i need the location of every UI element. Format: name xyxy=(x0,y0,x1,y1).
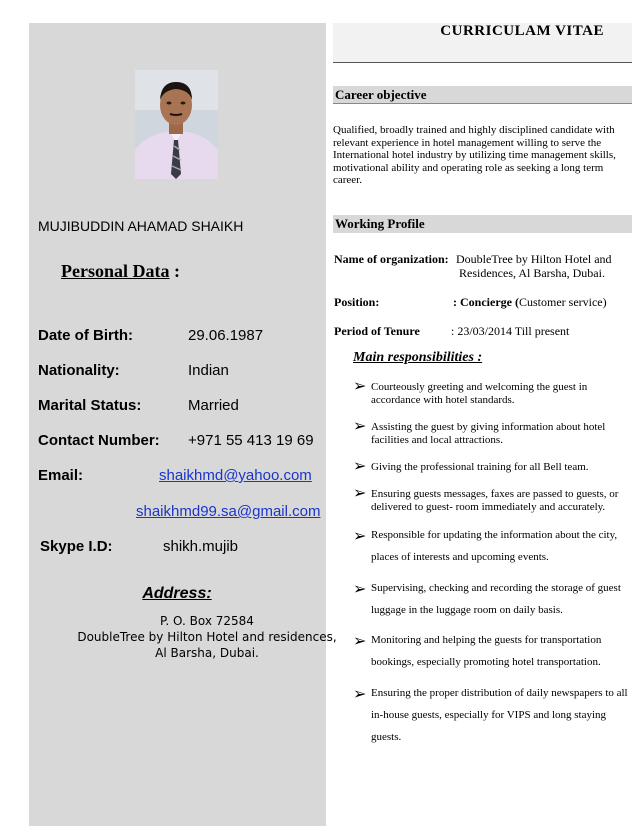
contact-number-label: Contact Number: xyxy=(38,432,160,449)
marital-status-value: Married xyxy=(188,397,239,414)
email-link-gmail[interactable]: shaikhmd99.sa@gmail.com xyxy=(136,503,321,520)
address-heading: Address: xyxy=(142,585,212,602)
email-link-yahoo[interactable]: shaikhmd@yahoo.com xyxy=(159,467,312,484)
responsibility-item: Ensuring guests messages, faxes are passed to guests, or delivered to guest- room immediately and accurately. xyxy=(371,488,619,513)
organization-value: DoubleTree by Hilton Hotel and xyxy=(456,252,612,266)
personal-data-heading xyxy=(61,261,180,282)
position-value xyxy=(453,295,607,310)
responsibility-item: Supervising, checking and recording the storage of guest luggage in the luggage room on daily basis. xyxy=(371,582,621,616)
career-objective-text: Qualified, broadly trained and highly disciplined candidate with relevant experience in hotel management willing to serve the International hotel industry by utilizing time management skills, motivational ability and operating role as seeking a long term career. xyxy=(333,124,616,186)
bullet-arrow-icon: ➢ xyxy=(353,458,367,475)
responsibility-item: Monitoring and helping the guests for transportation bookings, especially promoting hotel transportation. xyxy=(371,634,602,668)
responsibility-item: Courteously greeting and welcoming the guest in accordance with hotel standards. xyxy=(371,381,588,406)
tenure-label: Period of Tenure xyxy=(334,324,420,338)
tenure-value: : 23/03/2014 Till present xyxy=(451,324,570,338)
address-line: DoubleTree by Hilton Hotel and residences, xyxy=(77,630,337,644)
bullet-arrow-icon: ➢ xyxy=(353,378,367,395)
bullet-arrow-icon: ➢ xyxy=(353,418,367,435)
position-label: Position: xyxy=(334,295,380,309)
skype-label: Skype I.D: xyxy=(40,538,113,555)
candidate-name: MUJIBUDDIN AHAMAD SHAIKH xyxy=(38,218,244,234)
dob-label: Date of Birth: xyxy=(38,327,133,344)
responsibility-item: Assisting the guest by giving information about hotel facilities and local attractions. xyxy=(371,421,606,446)
responsibility-item: Responsible for updating the information about the city, places of interests and upcoming events. xyxy=(371,529,618,563)
bullet-arrow-icon: ➢ xyxy=(353,686,367,703)
responsibility-item: Giving the professional training for all Bell team. xyxy=(371,461,589,473)
position-value-bold: : Concierge ( xyxy=(453,295,519,309)
bullet-arrow-icon: ➢ xyxy=(353,485,367,502)
email-label: Email: xyxy=(38,467,84,484)
cv-title: CURRICULAM VITAE xyxy=(440,23,604,39)
profile-photo xyxy=(135,70,218,179)
skype-value: shikh.mujib xyxy=(163,538,239,555)
responsibility-item: Ensuring the proper distribution of daily newspapers to all in-house guests, especially for VIPS and long staying guests. xyxy=(371,687,628,743)
bullet-arrow-icon: ➢ xyxy=(353,528,367,545)
dob-value: 29.06.1987 xyxy=(188,327,264,344)
personal-data-colon: : xyxy=(173,261,180,281)
bullet-arrow-icon: ➢ xyxy=(353,633,367,650)
responsibilities-heading: Main responsibilities : xyxy=(353,350,483,365)
organization-value-cont: Residences, Al Barsha, Dubai. xyxy=(459,266,605,280)
contact-number-value: +971 55 413 19 69 xyxy=(188,432,314,449)
address-line: Al Barsha, Dubai. xyxy=(155,646,259,660)
working-profile-heading: Working Profile xyxy=(333,215,632,233)
nationality-value: Indian xyxy=(188,362,229,379)
personal-data-title: Personal Data xyxy=(61,261,170,281)
career-objective-heading: Career objective xyxy=(333,86,632,104)
marital-status-label: Marital Status: xyxy=(38,397,142,414)
address-line: P. O. Box 72584 xyxy=(160,614,254,628)
bullet-arrow-icon: ➢ xyxy=(353,581,367,598)
position-value-rest: Customer service) xyxy=(518,295,607,309)
organization-label: Name of organization: xyxy=(334,252,449,266)
nationality-label: Nationality: xyxy=(38,362,120,379)
